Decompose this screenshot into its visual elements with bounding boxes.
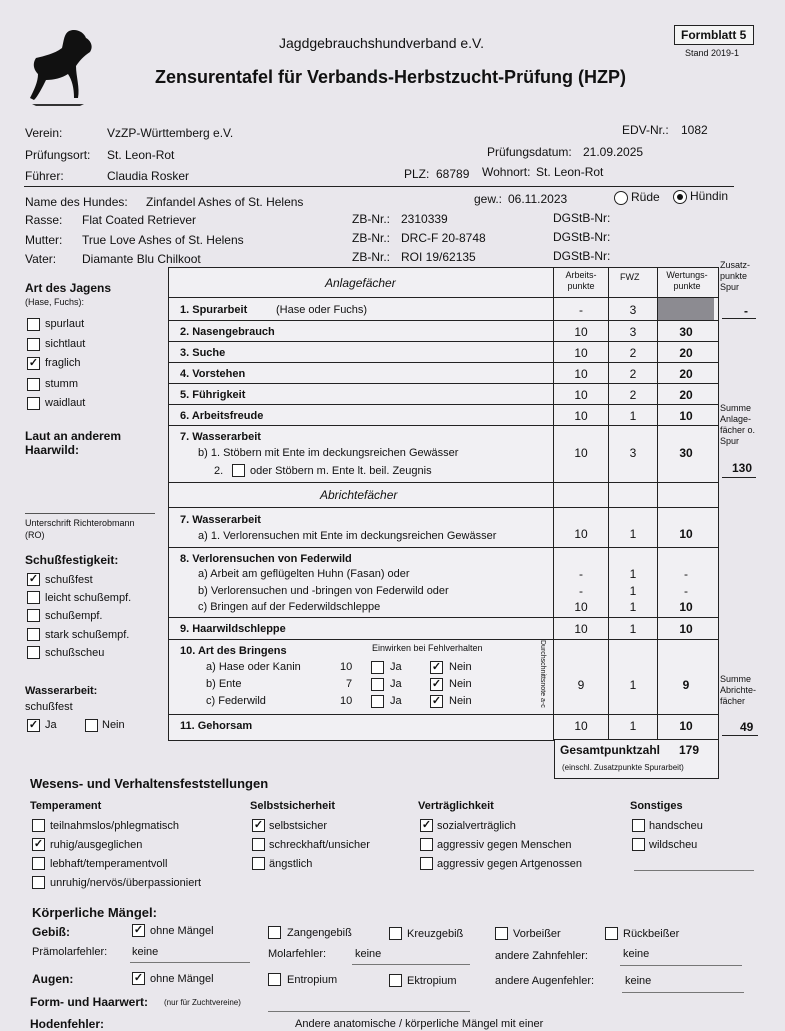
row-fuehrigkeit: 5. Führigkeit <box>180 389 246 401</box>
zeugnis-checkbox[interactable] <box>232 464 245 477</box>
lebhaft-label: lebhaft/temperamentvoll <box>50 858 168 870</box>
hodenfehler-label: Hodenfehler: <box>30 1017 105 1031</box>
stumm-checkbox[interactable] <box>27 378 40 391</box>
laut-title: Laut an anderem Haarwild: <box>25 429 122 457</box>
ektropium-label: Ektropium <box>407 975 457 987</box>
summe-abricht-value: 49 <box>740 720 754 734</box>
koerper-title: Körperliche Mängel: <box>32 905 157 920</box>
wasserarbeit-sub: schußfest <box>25 701 73 713</box>
wasser-abricht-fwz: 1 <box>629 527 637 541</box>
datum-label: Prüfungsdatum: <box>487 145 572 159</box>
verlorensuchen-b-wp: - <box>684 584 688 598</box>
edv-label: EDV-Nr.: <box>622 123 669 137</box>
fwz-header: FWZ <box>620 272 640 282</box>
gew-value: 06.11.2023 <box>508 192 568 206</box>
aengstlich-checkbox[interactable] <box>252 857 265 870</box>
augenfehler-label: andere Augenfehler: <box>495 975 595 987</box>
zangengebiss-label: Zangengebiß <box>287 927 352 939</box>
wertungspunkte-header: Wertungs-punkte <box>666 270 708 291</box>
row-wasserarbeit-abricht: 7. Wasserarbeit <box>180 514 261 526</box>
wasser-anlage-fwz: 3 <box>629 446 637 460</box>
schussfest-checkbox[interactable]: ✓ <box>28 573 39 585</box>
row-verlorensuchen-a: a) Arbeit am geflügelten Huhn (Fasan) oder <box>198 568 410 580</box>
abricht-header: Abrichtefächer <box>320 488 398 502</box>
wasser-abricht-ap: 10 <box>574 527 588 541</box>
aggressiv-menschen-label: aggressiv gegen Menschen <box>437 839 572 851</box>
bringen-a-ja: Ja <box>390 661 402 673</box>
mutter-value: True Love Ashes of St. Helens <box>82 233 244 247</box>
molar-value: keine <box>355 948 382 960</box>
spur-wp-shaded <box>658 298 714 320</box>
ruede-label: Rüde <box>631 190 660 204</box>
gehorsam-ap: 10 <box>574 719 588 733</box>
stark-schussempf-checkbox[interactable] <box>27 628 40 641</box>
rasse-label: Rasse: <box>25 213 63 227</box>
sozialvertraeglich-checkbox[interactable]: ✓ <box>421 819 432 831</box>
selbstsicherheit-title: Selbstsicherheit <box>250 800 335 812</box>
gebiss-label: Gebiß: <box>32 925 70 939</box>
sichtlaut-label: sichtlaut <box>45 338 86 350</box>
verlorensuchen-b-fwz: 1 <box>629 584 637 598</box>
stand-label: Stand 2019-1 <box>685 48 740 58</box>
wohnort-label: Wohnort: <box>482 165 531 179</box>
handscheu-label: handscheu <box>649 820 703 832</box>
schussfest-label: schußfest <box>45 574 93 586</box>
waidlaut-label: waidlaut <box>45 397 86 409</box>
bringen-c-ja: Ja <box>390 695 402 707</box>
molar-label: Molarfehler: <box>268 948 327 960</box>
rueckbeisser-label: Rückbeißer <box>623 928 680 940</box>
fraglich-label: fraglich <box>45 357 81 369</box>
haarwild-ap: 10 <box>574 622 588 636</box>
wasser-anlage-wp: 30 <box>679 446 693 460</box>
formblatt-label: Formblatt 5 <box>681 28 747 42</box>
schuss-title: Schußfestigkeit: <box>25 553 119 567</box>
row-wasserarbeit-abricht-a: a) 1. Verlorensuchen mit Ente im deckungsreichen Gewässer <box>198 530 497 542</box>
waidlaut-checkbox[interactable] <box>27 397 40 410</box>
bringen-c-nein-checkbox[interactable]: ✓ <box>431 695 442 707</box>
gebiss-ohne-label: ohne Mängel <box>150 925 214 937</box>
row-wasserarbeit-anlage: 7. Wasserarbeit <box>180 431 261 443</box>
fuehrigkeit-ap: 10 <box>574 388 588 402</box>
sonstiges-title: Sonstiges <box>630 800 683 812</box>
fuehrigkeit-wp: 20 <box>679 388 693 402</box>
vater-label: Vater: <box>25 252 57 266</box>
schussscheu-label: schußscheu <box>45 647 105 659</box>
wildscheu-label: wildscheu <box>649 839 698 851</box>
form-haarwert-sub: (nur für Zuchtvereine) <box>164 998 241 1007</box>
summe-abricht-label: Summe Abrichte-fächer <box>720 674 757 706</box>
augen-ohne-label: ohne Mängel <box>150 973 214 985</box>
hodenfehler-extra: Andere anatomische / körperliche Mängel mit einer <box>295 1018 544 1030</box>
dog-logo <box>24 26 100 108</box>
augenfehler-value: keine <box>625 975 652 987</box>
leicht-schussempf-label: leicht schußempf. <box>45 592 132 604</box>
verein-label: Verein: <box>25 126 63 140</box>
augen-label: Augen: <box>32 972 74 986</box>
verlorensuchen-a-wp: - <box>684 567 688 581</box>
unterschrift-label: Unterschrift Richterobmann (RO) <box>25 518 135 540</box>
unruhig-label: unruhig/nervös/überpassioniert <box>50 877 202 889</box>
durchschnitt-label: Durchschnittsnote a-c <box>539 640 546 708</box>
schussempf-label: schußempf. <box>45 610 103 622</box>
ort-value: St. Leon-Rot <box>107 148 175 162</box>
temperament-title: Temperament <box>30 800 102 812</box>
gesamt-sub: (einschl. Zusatzpunkte Spurarbeit) <box>562 763 684 772</box>
verlorensuchen-c-fwz: 1 <box>629 600 637 614</box>
verlorensuchen-c-wp: 10 <box>679 600 693 614</box>
vorstehen-fwz: 2 <box>629 367 637 381</box>
aengstlich-label: ängstlich <box>269 858 313 870</box>
gew-label: gew.: <box>474 192 503 206</box>
teilnahmslos-checkbox[interactable] <box>32 819 45 832</box>
ruhig-label: ruhig/ausgeglichen <box>50 839 143 851</box>
bringen-b-ja-checkbox[interactable] <box>371 678 384 691</box>
row-wasserarbeit-c: 2. <box>214 465 224 477</box>
verlorensuchen-a-ap: - <box>579 567 583 581</box>
bringen-b-nein-checkbox[interactable]: ✓ <box>431 678 442 690</box>
spurlaut-checkbox[interactable] <box>27 318 40 331</box>
aggressiv-menschen-checkbox[interactable] <box>420 838 433 851</box>
verlorensuchen-c-ap: 10 <box>574 600 588 614</box>
dgstb-label-2: DGStB-Nr: <box>553 230 611 244</box>
row-nasengebrauch: 2. Nasengebrauch <box>180 326 275 338</box>
row-vorstehen: 4. Vorstehen <box>180 368 246 380</box>
bringen-c-value: 10 <box>340 695 353 707</box>
anlage-header: Anlagefächer <box>325 276 396 290</box>
bringen-b-nein: Nein <box>449 678 472 690</box>
dog-name-label: Name des Hundes: <box>25 195 128 209</box>
leicht-schussempf-checkbox[interactable] <box>27 591 40 604</box>
praemolar-label: Prämolarfehler: <box>32 946 108 958</box>
wasser-abricht-wp: 10 <box>679 527 693 541</box>
mutter-label: Mutter: <box>25 233 63 247</box>
bringen-a-label: a) Hase oder Kanin <box>206 661 301 673</box>
form-title: Zensurentafel für Verbands-Herbstzucht-Prüfung (HZP) <box>155 67 627 87</box>
bringen-ap: 9 <box>577 678 585 692</box>
schussscheu-checkbox[interactable] <box>27 646 40 659</box>
praemolar-value: keine <box>132 946 159 958</box>
zb-dog: 2310339 <box>401 212 448 226</box>
fuehrer-label: Führer: <box>25 169 64 183</box>
ort-label: Prüfungsort: <box>25 148 91 162</box>
zahnfehler-value: keine <box>623 948 650 960</box>
row-spurarbeit-sub: (Hase oder Fuchs) <box>276 304 368 316</box>
row-suche: 3. Suche <box>180 347 226 359</box>
fuehrer-value: Claudia Rosker <box>107 169 190 183</box>
verein-value: VzZP-Württemberg e.V. <box>107 126 234 140</box>
nase-wp: 30 <box>679 325 693 339</box>
row-spurarbeit: 1. Spurarbeit <box>180 304 248 316</box>
suche-ap: 10 <box>574 346 588 360</box>
ruede-radio[interactable] <box>614 191 628 205</box>
schussempf-checkbox[interactable] <box>27 609 40 622</box>
selbstsicher-label: selbstsicher <box>269 820 328 832</box>
arbeitsfreude-ap: 10 <box>574 409 588 423</box>
gehorsam-fwz: 1 <box>629 719 637 733</box>
huendin-label: Hündin <box>690 189 729 203</box>
zangengebiss-checkbox[interactable] <box>268 926 281 939</box>
bringen-a-ja-checkbox[interactable] <box>371 661 384 674</box>
zahnfehler-label: andere Zahnfehler: <box>495 950 588 962</box>
arbeitsfreude-fwz: 1 <box>629 409 637 423</box>
schreckhaft-label: schreckhaft/unsicher <box>269 839 370 851</box>
spur-ap: - <box>579 303 583 317</box>
zusatzpunkte-label: Zusatz-punkte Spur <box>720 260 751 292</box>
wasser-ja-label: Ja <box>45 719 57 731</box>
aggressiv-artgenossen-checkbox[interactable] <box>420 857 433 870</box>
spurlaut-label: spurlaut <box>45 318 85 330</box>
zb-mutter: DRC-F 20-8748 <box>401 231 486 245</box>
entropium-checkbox[interactable] <box>268 973 281 986</box>
wasser-anlage-ap: 10 <box>574 446 588 460</box>
bringen-a-nein: Nein <box>449 661 472 673</box>
org-name: Jagdgebrauchshundverband e.V. <box>279 35 484 51</box>
row-art-des-bringens: 10. Art des Bringens <box>180 645 287 657</box>
summe-anlage-value: 130 <box>732 461 753 475</box>
plz-value: 68789 <box>436 167 470 181</box>
bringen-c-nein: Nein <box>449 695 472 707</box>
dgstb-label-1: DGStB-Nr: <box>553 211 611 225</box>
sozialvertraeglich-label: sozialverträglich <box>437 820 516 832</box>
bringen-c-ja-checkbox[interactable] <box>371 695 384 708</box>
bringen-a-nein-checkbox[interactable]: ✓ <box>431 661 442 673</box>
spur-fwz: 3 <box>629 303 637 317</box>
jagen-sub: (Hase, Fuchs): <box>25 297 85 307</box>
vertraeglichkeit-title: Verträglichkeit <box>418 800 494 812</box>
wasser-nein-checkbox[interactable] <box>85 719 98 732</box>
row-gehorsam: 11. Gehorsam <box>180 720 253 732</box>
haarwild-fwz: 1 <box>629 622 637 636</box>
augen-ohne-checkbox[interactable]: ✓ <box>133 972 144 984</box>
handscheu-checkbox[interactable] <box>632 819 645 832</box>
vorstehen-ap: 10 <box>574 367 588 381</box>
einwirken-label: Einwirken bei Fehlverhalten <box>372 643 483 653</box>
row-wasserarbeit-b: b) 1. Stöbern mit Ente im deckungsreichen Gewässer <box>198 447 459 459</box>
bringen-b-ja: Ja <box>390 678 402 690</box>
bringen-b-value: 7 <box>346 678 353 690</box>
row-haarwildschleppe: 9. Haarwildschleppe <box>180 623 286 635</box>
selbstsicher-checkbox[interactable]: ✓ <box>253 819 264 831</box>
wasser-ja-checkbox[interactable]: ✓ <box>28 719 39 731</box>
haarwild-wp: 10 <box>679 622 693 636</box>
kreuzgebiss-label: Kreuzgebiß <box>407 928 464 940</box>
plz-label: PLZ: <box>404 167 430 181</box>
zb-vater: ROI 19/62135 <box>401 250 476 264</box>
arbeitspunkte-header: Arbeits-punkte <box>565 270 597 291</box>
wasserarbeit-title: Wasserarbeit: <box>25 685 98 697</box>
summe-anlage-label: Summe Anlage-fächer o. Spur <box>720 403 756 446</box>
dog-name-value: Zinfandel Ashes of St. Helens <box>146 195 304 209</box>
gebiss-ohne-checkbox[interactable]: ✓ <box>133 924 144 936</box>
zb-label-vater: ZB-Nr.: <box>352 250 390 264</box>
nase-ap: 10 <box>574 325 588 339</box>
bringen-fwz: 1 <box>629 678 637 692</box>
aggressiv-artgenossen-label: aggressiv gegen Artgenossen <box>437 858 582 870</box>
bringen-b-label: b) Ente <box>206 678 242 690</box>
fraglich-checkbox[interactable]: ✓ <box>28 357 39 369</box>
arbeitsfreude-wp: 10 <box>679 409 693 423</box>
wesen-title: Wesens- und Verhaltensfeststellungen <box>30 776 269 791</box>
suche-wp: 20 <box>679 346 693 360</box>
bringen-c-label: c) Federwild <box>206 695 266 707</box>
datum-value: 21.09.2025 <box>583 145 644 159</box>
dgstb-label-3: DGStB-Nr: <box>553 249 611 263</box>
kreuzgebiss-checkbox[interactable] <box>389 927 402 940</box>
unruhig-checkbox[interactable] <box>32 876 45 889</box>
schreckhaft-checkbox[interactable] <box>252 838 265 851</box>
rasse-value: Flat Coated Retriever <box>82 213 197 227</box>
zb-label-mutter: ZB-Nr.: <box>352 231 390 245</box>
row-wasserarbeit-d: oder Stöbern m. Ente lt. beil. Zeugnis <box>250 465 432 477</box>
gesamt-label: Gesamtpunktzahl <box>560 743 661 757</box>
row-arbeitsfreude: 6. Arbeitsfreude <box>180 410 264 422</box>
rueckbeisser-checkbox[interactable] <box>605 927 618 940</box>
wasser-nein-label: Nein <box>102 719 125 731</box>
gesamt-value: 179 <box>679 743 700 757</box>
verlorensuchen-a-fwz: 1 <box>629 567 637 581</box>
row-verlorensuchen: 8. Verlorensuchen von Federwild <box>180 553 352 565</box>
row-verlorensuchen-c: c) Bringen auf der Federwildschleppe <box>198 601 381 613</box>
stark-schussempf-label: stark schußempf. <box>45 629 130 641</box>
vater-value: Diamante Blu Chilkoot <box>82 252 201 266</box>
stumm-label: stumm <box>45 378 78 390</box>
ektropium-checkbox[interactable] <box>389 974 402 987</box>
zusatzpunkte-value: - <box>744 304 748 318</box>
vorbeisser-checkbox[interactable] <box>495 927 508 940</box>
form-haarwert-label: Form- und Haarwert: <box>30 995 149 1009</box>
suche-fwz: 2 <box>629 346 637 360</box>
vorstehen-wp: 20 <box>679 367 693 381</box>
wohnort-value: St. Leon-Rot <box>536 165 604 179</box>
bringen-a-value: 10 <box>340 661 353 673</box>
jagen-title: Art des Jagens <box>25 281 112 295</box>
lebhaft-checkbox[interactable] <box>32 857 45 870</box>
huendin-radio[interactable] <box>673 190 687 204</box>
sichtlaut-checkbox[interactable] <box>27 338 40 351</box>
ruhig-checkbox[interactable]: ✓ <box>33 838 44 850</box>
edv-value: 1082 <box>681 123 708 137</box>
fuehrigkeit-fwz: 2 <box>629 388 637 402</box>
nase-fwz: 3 <box>629 325 637 339</box>
verlorensuchen-b-ap: - <box>579 584 583 598</box>
entropium-label: Entropium <box>287 974 338 986</box>
wildscheu-checkbox[interactable] <box>632 838 645 851</box>
zb-label-dog: ZB-Nr.: <box>352 212 390 226</box>
row-verlorensuchen-b: b) Verlorensuchen und -bringen von Federwild oder <box>198 585 449 597</box>
teilnahmslos-label: teilnahmslos/phlegmatisch <box>50 820 180 832</box>
vorbeisser-label: Vorbeißer <box>513 928 561 940</box>
bringen-wp: 9 <box>682 678 690 692</box>
gehorsam-wp: 10 <box>679 719 693 733</box>
